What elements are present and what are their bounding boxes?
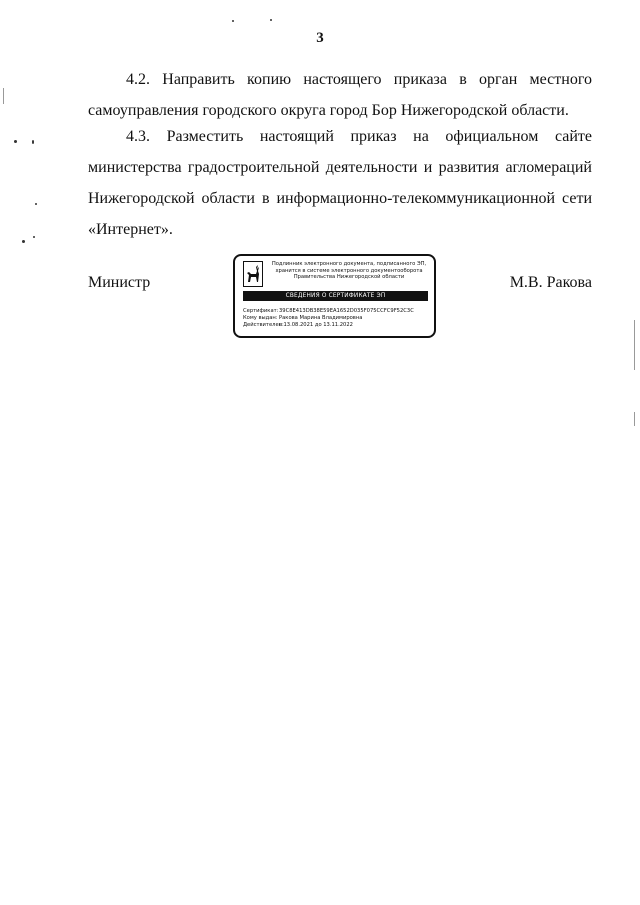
certificate-value: 39C8E413DB38E59EA1652D035F075CCFC9F52C3C (279, 308, 414, 314)
certificate-info-bar: СВЕДЕНИЯ О СЕРТИФИКАТЕ ЭП (243, 291, 428, 301)
valid-label: Действителен: (243, 322, 284, 328)
deer-coat-of-arms-icon (243, 261, 263, 287)
scan-speck (32, 140, 34, 144)
scan-speck (270, 19, 272, 21)
scan-speck (22, 240, 25, 243)
stamp-header-line: хранится в системе электронного документооборота (275, 267, 423, 274)
electronic-signature-stamp (233, 254, 436, 338)
stamp-header-line: Подлинник электронного документа, подписанного ЭП, (271, 261, 427, 267)
scan-speck (232, 20, 234, 22)
scan-edge-line (634, 320, 635, 370)
stamp-header (265, 261, 433, 281)
issued-to-label: Кому выдан: (243, 315, 278, 321)
scan-speck (14, 140, 17, 143)
page-number: 3 (316, 30, 324, 46)
issued-to-row (243, 315, 433, 322)
signer-name: М.В. Ракова (509, 274, 592, 291)
valid-value: с 13.08.2021 до 13.11.2022 (279, 322, 353, 328)
paragraph-4-3: 4.3. Разместить настоящий приказ на официальном сайте министерства градостроительной деятельности и развития агломераций Нижегородской области в информационно-телекоммуникационной сети «Интернет». (88, 128, 592, 238)
valid-row (243, 322, 433, 329)
scan-edge-line (634, 412, 635, 426)
scan-edge-line (3, 88, 4, 104)
scan-speck (33, 236, 35, 238)
certificate-row (243, 308, 433, 315)
certificate-label: Сертификат: (243, 308, 279, 314)
paragraph-4-2: 4.2. Направить копию настоящего приказа в орган местного самоуправления городского округа город Бор Нижегородской области. (88, 71, 592, 119)
scan-speck (35, 203, 37, 205)
certificate-details (243, 308, 433, 329)
issued-to-value: Ракова Марина Владимировна (279, 315, 363, 321)
signer-title: Министр (88, 274, 151, 291)
stamp-header-line: Правительства Нижегородской области (293, 274, 405, 281)
